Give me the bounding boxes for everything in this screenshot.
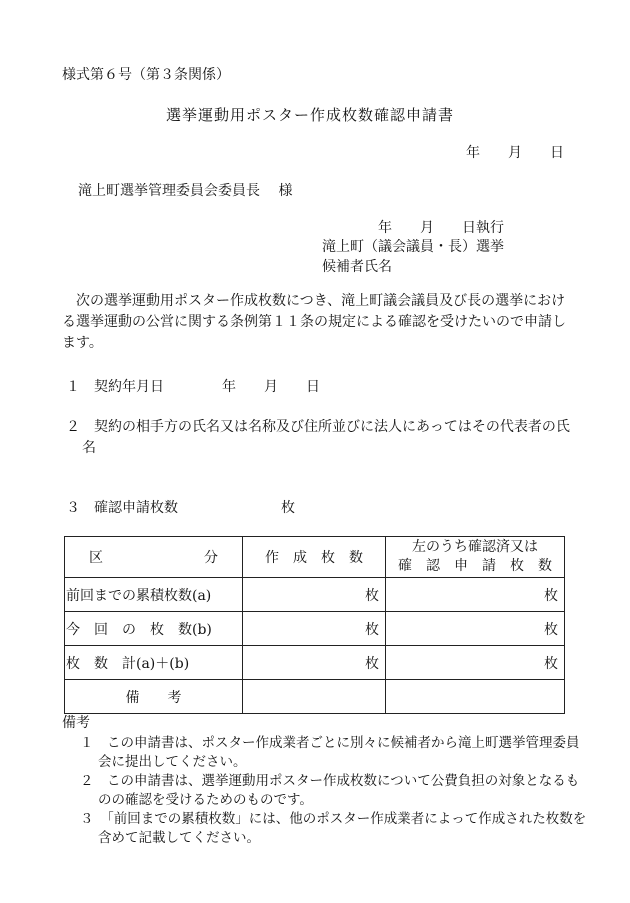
candidate-name-label: 候補者氏名 xyxy=(322,259,392,275)
application-body-text: 次の選挙運動用ポスター作成枚数につき、滝上町議会議員及び長の選挙における選挙運動の公営に関する条例第１１条の規定による確認を受けたいので申請します。 xyxy=(62,293,566,351)
table-row xyxy=(65,612,565,646)
header-category-b: 分 xyxy=(204,550,218,566)
header-category xyxy=(65,537,243,578)
row-confirmed-cell[interactable]: 枚 xyxy=(386,578,565,612)
submission-date: 年 月 日 xyxy=(466,145,564,161)
item3-unit: 枚 xyxy=(281,500,295,516)
notes-heading: 備考 xyxy=(62,715,90,731)
note-item: ３ 「前回までの累積枚数」には、他のポスター作成業者によって作成された枚数を含めて記載してください。 xyxy=(80,811,587,846)
item1-contract-date-value: 年 月 日 xyxy=(222,379,320,395)
item1-contract-date-label: １ 契約年月日 xyxy=(66,379,164,395)
remarks-row xyxy=(65,680,565,714)
note-item: １ この申請書は、ポスター作成業者ごとに別々に候補者から滝上町選挙管理委員会に提出してください。 xyxy=(80,735,580,770)
header-category-a: 区 xyxy=(89,550,103,566)
document-title: 選挙運動用ポスター作成枚数確認申請書 xyxy=(166,106,455,124)
row-produced-cell[interactable]: 枚 xyxy=(243,578,386,612)
header-confirmed-count xyxy=(386,537,565,578)
row-produced-cell[interactable]: 枚 xyxy=(243,646,386,680)
row-produced-cell[interactable]: 枚 xyxy=(243,612,386,646)
addressee: 滝上町選挙管理委員会委員長 様 xyxy=(78,183,293,199)
election-name: 滝上町（議会議員・長）選挙 xyxy=(322,239,504,255)
form-number-label: 様式第６号（第３条関係） xyxy=(62,67,230,83)
row-confirmed-cell[interactable]: 枚 xyxy=(386,646,565,680)
count-table xyxy=(64,536,565,714)
item3-requested-count-label: ３ 確認申請枚数 xyxy=(66,500,178,516)
remarks-cell-3[interactable] xyxy=(386,680,565,714)
note-item: ２ この申請書は、選挙運動用ポスター作成枚数について公費負担の対象となるものの確認を受けるためのものです。 xyxy=(80,773,580,808)
table-header-row xyxy=(65,537,565,578)
header-produced-count: 作 成 枚 数 xyxy=(243,537,386,578)
row-confirmed-cell[interactable]: 枚 xyxy=(386,612,565,646)
row-label: 枚 数 計(a)＋(b) xyxy=(65,646,243,680)
election-date: 年 月 日執行 xyxy=(378,220,504,236)
row-label: 前回までの累積枚数(a) xyxy=(65,578,243,612)
header-confirmed-line2: 確 認 申 請 枚 数 xyxy=(398,558,552,574)
header-confirmed-line1: 左のうち確認済又は xyxy=(412,539,538,555)
table-row xyxy=(65,578,565,612)
remarks-cell-2[interactable] xyxy=(243,680,386,714)
row-label: 今 回 の 枚 数(b) xyxy=(65,612,243,646)
remarks-label: 備 考 xyxy=(65,680,243,714)
table-row xyxy=(65,646,565,680)
item2-contract-party: ２ 契約の相手方の氏名又は名称及び住所並びに法人にあってはその代表者の氏名 xyxy=(66,419,570,456)
